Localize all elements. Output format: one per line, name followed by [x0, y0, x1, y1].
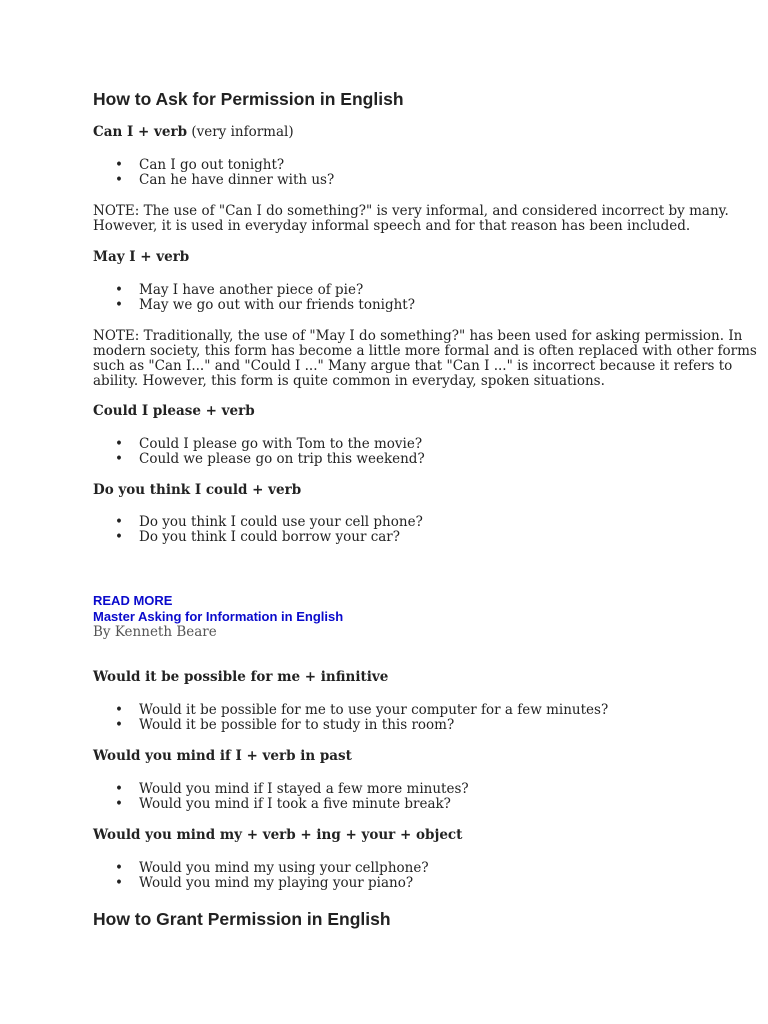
list-item-text: Can I go out tonight?	[139, 157, 285, 173]
list-item	[93, 298, 415, 313]
list-item-text: Can he have dinner with us?	[139, 172, 335, 188]
section-title-suffix: (very informal)	[187, 124, 294, 140]
example-list-do-you-think	[93, 515, 423, 545]
list-item-text: Would you mind if I stayed a few more minutes?	[139, 781, 469, 797]
example-list-may-i	[93, 283, 415, 313]
bullet-icon: •	[115, 172, 123, 188]
bullet-icon: •	[115, 860, 123, 876]
section-title-text: Can I + verb	[93, 124, 188, 140]
list-item-text: May we go out with our friends tonight?	[139, 297, 415, 313]
list-item-text: Could I please go with Tom to the movie?	[139, 436, 423, 452]
list-item	[93, 876, 429, 891]
example-list-would-it-be-possible	[93, 703, 608, 733]
bullet-icon: •	[115, 282, 123, 298]
list-item	[93, 437, 425, 452]
bullet-icon: •	[115, 875, 123, 891]
list-item-text: Would it be possible for to study in this room?	[139, 717, 455, 733]
section-title-would-you-mind-if: Would you mind if I + verb in past	[93, 748, 352, 764]
section-title-do-you-think: Do you think I could + verb	[93, 482, 302, 498]
list-item-text: Would it be possible for me to use your computer for a few minutes?	[139, 702, 609, 718]
list-item-text: May I have another piece of pie?	[139, 282, 364, 298]
section-title-could-i-please: Could I please + verb	[93, 403, 255, 419]
heading-ask-permission: How to Ask for Permission in English	[93, 89, 404, 109]
bullet-icon: •	[115, 529, 123, 545]
note-line: NOTE: The use of "Can I do something?" is very informal, and considered incorrect by many.	[93, 203, 729, 219]
note-line: modern society, this form has become a little more formal and is often replaced with other forms	[93, 343, 757, 359]
bullet-icon: •	[115, 702, 123, 718]
list-item	[93, 452, 425, 467]
list-item	[93, 782, 469, 797]
note-can-i	[93, 203, 729, 234]
read-more-label: READ MORE	[93, 593, 173, 608]
bullet-icon: •	[115, 157, 123, 173]
list-item-text: Do you think I could use your cell phone?	[139, 514, 423, 530]
list-item-text: Would you mind my playing your piano?	[139, 875, 414, 891]
list-item	[93, 515, 423, 530]
note-may-i	[93, 328, 757, 389]
bullet-icon: •	[115, 451, 123, 467]
list-item-text: Would you mind if I took a five minute break?	[139, 796, 451, 812]
example-list-would-you-mind-my	[93, 861, 429, 891]
bullet-icon: •	[115, 436, 123, 452]
note-line: such as "Can I..." and "Could I ..." Many argue that "Can I ..." is incorrect because it refers to	[93, 358, 733, 374]
section-title-would-it-be-possible: Would it be possible for me + infinitive	[93, 669, 389, 685]
note-line: ability. However, this form is quite common in everyday, spoken situations.	[93, 373, 605, 389]
list-item	[93, 861, 429, 876]
read-more-byline: By Kenneth Beare	[93, 624, 217, 640]
section-title-may-i: May I + verb	[93, 249, 190, 265]
example-list-could-i-please	[93, 437, 425, 467]
bullet-icon: •	[115, 796, 123, 812]
list-item-text: Do you think I could borrow your car?	[139, 529, 400, 545]
section-title-can-i	[93, 125, 294, 140]
note-line: However, it is used in everyday informal speech and for that reason has been included.	[93, 218, 691, 234]
list-item	[93, 158, 334, 173]
bullet-icon: •	[115, 781, 123, 797]
list-item	[93, 530, 423, 545]
bullet-icon: •	[115, 297, 123, 313]
list-item	[93, 718, 608, 733]
list-item	[93, 283, 415, 298]
bullet-icon: •	[115, 717, 123, 733]
heading-grant-permission: How to Grant Permission in English	[93, 909, 391, 929]
list-item	[93, 797, 469, 812]
example-list-can-i	[93, 158, 334, 188]
example-list-would-you-mind-if	[93, 782, 469, 812]
section-title-would-you-mind-my: Would you mind my + verb + ing + your + object	[93, 827, 463, 843]
list-item	[93, 703, 608, 718]
note-line: NOTE: Traditionally, the use of "May I do something?" has been used for asking permission. In	[93, 328, 743, 344]
bullet-icon: •	[115, 514, 123, 530]
read-more-link[interactable]: Master Asking for Information in English	[93, 609, 344, 624]
list-item-text: Could we please go on trip this weekend?	[139, 451, 425, 467]
list-item-text: Would you mind my using your cellphone?	[139, 860, 429, 876]
list-item	[93, 173, 334, 188]
